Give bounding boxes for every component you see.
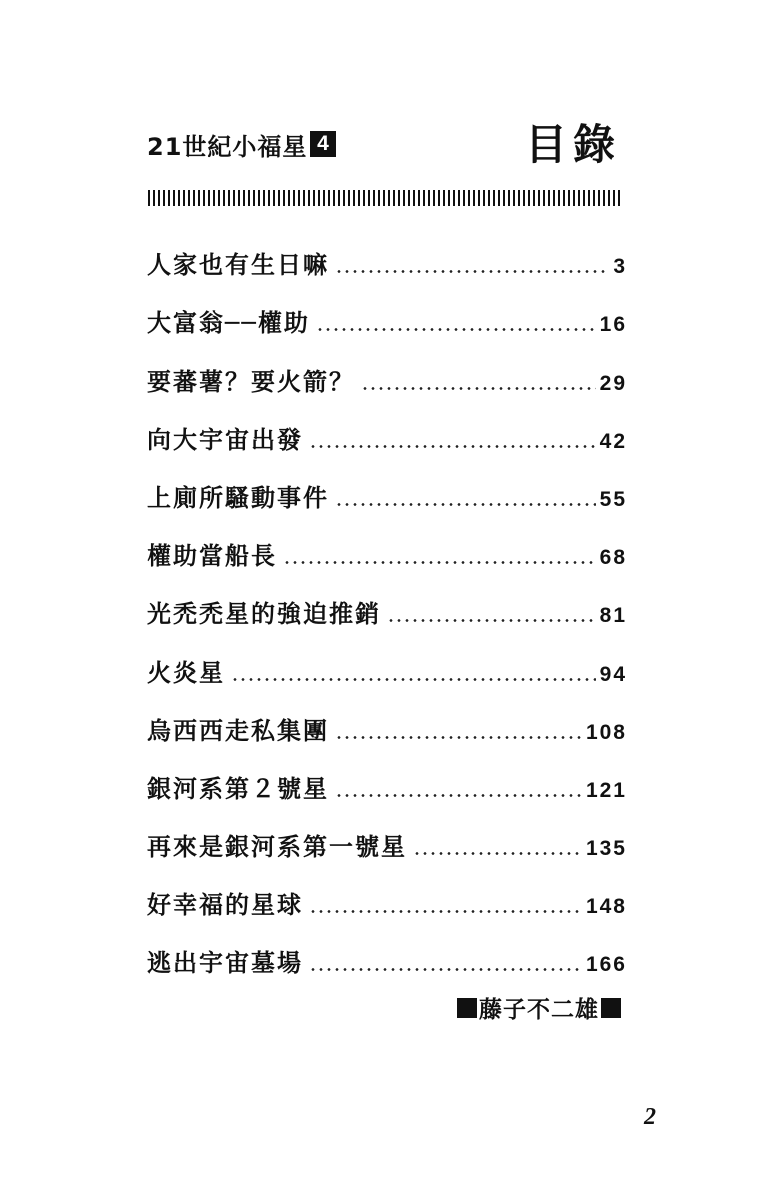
toc-entry-page: 148 [585,895,627,919]
dot-leader [361,387,596,390]
toc-entry-title: 上廁所騷動事件 [147,483,329,512]
toc-entry-title: 再來是銀河系第一號星 [147,833,407,862]
toc-entry-page: 29 [599,371,627,395]
toc-entry-title: 逃出宇宙墓場 [147,949,303,978]
toc-entry [147,642,627,700]
toc-entry-title: 向大宇宙出發 [147,425,303,454]
toc-entry [147,235,627,293]
dot-leader [309,445,596,448]
page-number: 2 [644,1104,656,1130]
series-title: 21世紀小福星 [147,132,308,161]
dot-leader [283,561,596,564]
toc-entry-page: 55 [599,487,627,511]
toc-entry-title: 光禿禿星的強迫推銷 [147,600,381,629]
toc-entry-title: 銀河系第２號星 [147,774,329,803]
toc-entry [147,701,627,759]
dot-leader [309,910,582,913]
dot-leader [413,852,582,855]
toc-entry [147,933,627,991]
dot-leader [335,794,582,797]
toc-entry-title: 人家也有生日嘛 [147,251,329,280]
toc-entry [147,875,627,933]
toc-entry-page: 3 [613,255,627,279]
toc-entry-title: 烏西西走私集團 [147,716,329,745]
dot-leader [387,619,596,622]
toc-entry-page: 108 [585,720,627,744]
dot-leader [335,270,609,273]
toc-entry [147,584,627,642]
table-of-contents [147,235,627,991]
square-ornament-left [457,998,477,1018]
toc-entry [147,351,627,409]
toc-entry [147,468,627,526]
dot-leader [335,503,596,506]
square-ornament-right [601,998,621,1018]
author-credit [457,991,621,1024]
toc-entry-page: 68 [599,546,627,570]
toc-entry-title: 好幸福的星球 [147,891,303,920]
toc-entry-title: 要蕃薯？要火箭？ [147,367,355,396]
decorative-rule [148,190,620,206]
toc-heading: 目錄 [525,120,622,169]
toc-entry-title: 大富翁──權助 [147,309,310,338]
volume-badge: 4 [310,131,336,157]
toc-entry-page: 81 [599,604,627,628]
toc-entry-page: 135 [585,837,627,861]
toc-entry [147,293,627,351]
toc-entry-title: 權助當船長 [147,542,277,571]
toc-entry [147,410,627,468]
dot-leader [316,328,596,331]
toc-entry [147,526,627,584]
toc-entry-page: 16 [599,313,627,337]
dot-leader [335,736,582,739]
series-title-line [147,124,336,164]
author-name: 藤子不二雄 [479,997,599,1023]
toc-entry-page: 94 [599,662,627,686]
toc-entry-page: 166 [585,953,627,977]
dot-leader [231,678,596,681]
toc-entry [147,759,627,817]
dot-leader [309,968,582,971]
toc-entry-page: 42 [599,429,627,453]
toc-entry [147,817,627,875]
toc-entry-page: 121 [585,778,627,802]
toc-entry-title: 火炎星 [147,658,225,687]
